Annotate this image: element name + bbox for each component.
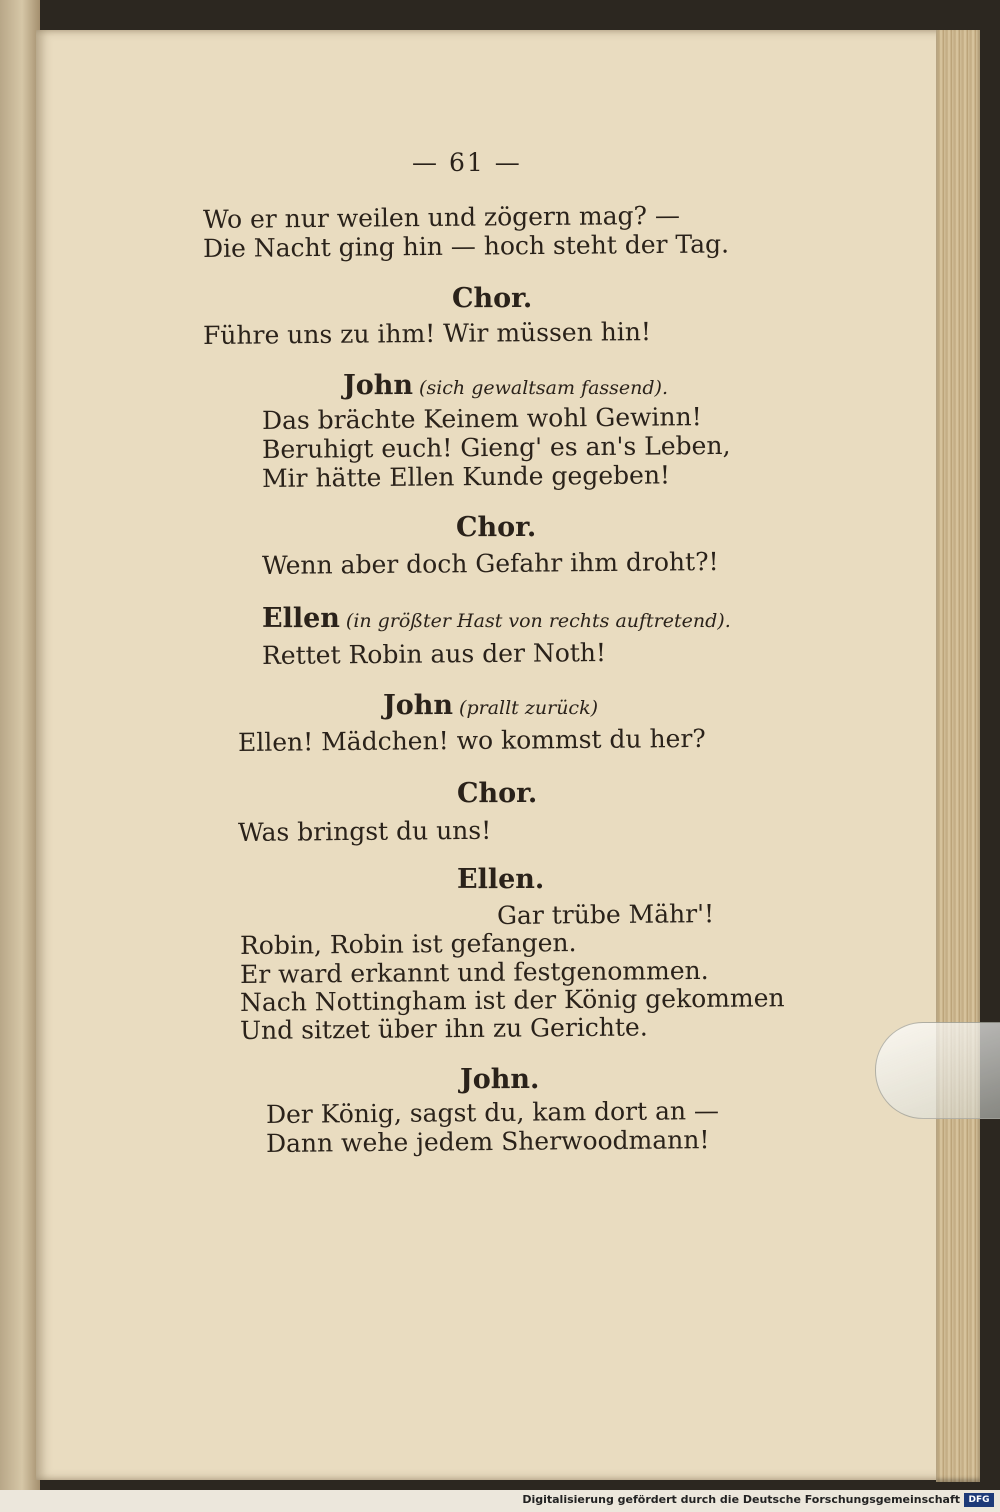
speaker-name: John [343, 370, 414, 401]
speaker-heading: Ellen. [457, 864, 545, 895]
speaker-name: Ellen [262, 603, 340, 634]
verse-line: Rettet Robin aus der Noth! [261, 637, 607, 670]
verse-line: Mir hätte Ellen Kunde gegeben! [261, 460, 671, 493]
verse-line: Beruhigt euch! Gieng' es an's Leben, [261, 430, 731, 464]
verse-line: Er ward erkannt und festgenommen. [239, 955, 709, 989]
verse-line: Führe uns zu ihm! Wir müssen hin! [202, 317, 652, 350]
verse-line: Was bringst du uns! [237, 815, 492, 847]
speaker-heading-with-direction [343, 372, 668, 399]
verse-line: Dann wehe jedem Sherwoodmann! [265, 1125, 710, 1158]
speaker-name: John [383, 690, 454, 721]
verse-line: Und sitzet über ihn zu Gerichte. [239, 1012, 648, 1045]
speaker-heading-with-direction [383, 692, 598, 719]
digitization-credit: Digitalisierung gefördert durch die Deutsche Forschungsgemeinschaft [522, 1493, 960, 1506]
previous-page-edge [0, 0, 40, 1490]
speaker-heading: Chor. [457, 778, 538, 809]
speaker-heading: Chor. [456, 512, 537, 543]
dfg-logo: DFG [964, 1493, 994, 1507]
verse-line: Der König, sagst du, kam dort an — [265, 1096, 720, 1129]
verse-line: Gar trübe Mähr'! [496, 899, 715, 930]
speaker-heading-with-direction [262, 605, 731, 632]
speaker-heading: John. [460, 1064, 540, 1095]
verse-line: Das brächte Keinem wohl Gewinn! [261, 402, 702, 435]
stage-direction: (prallt zurück) [459, 697, 598, 719]
page-clip [875, 1022, 1000, 1119]
verse-line: Wo er nur weilen und zögern mag? — [202, 200, 681, 234]
page-number: — 61 — [412, 148, 522, 177]
page-stack-edges [936, 30, 980, 1482]
verse-line: Robin, Robin ist gefangen. [239, 928, 577, 960]
verse-line: Ellen! Mädchen! wo kommst du her? [237, 723, 706, 757]
verse-line: Die Nacht ging hin — hoch steht der Tag. [202, 229, 730, 263]
speaker-heading: Chor. [452, 283, 533, 314]
stage-direction: (sich gewaltsam fassend). [419, 377, 669, 399]
verse-line: Wenn aber doch Gefahr ihm droht?! [261, 547, 719, 580]
stage-direction: (in größter Hast von rechts auftretend). [345, 610, 731, 632]
verse-line: Nach Nottingham ist der König gekommen [239, 983, 785, 1017]
